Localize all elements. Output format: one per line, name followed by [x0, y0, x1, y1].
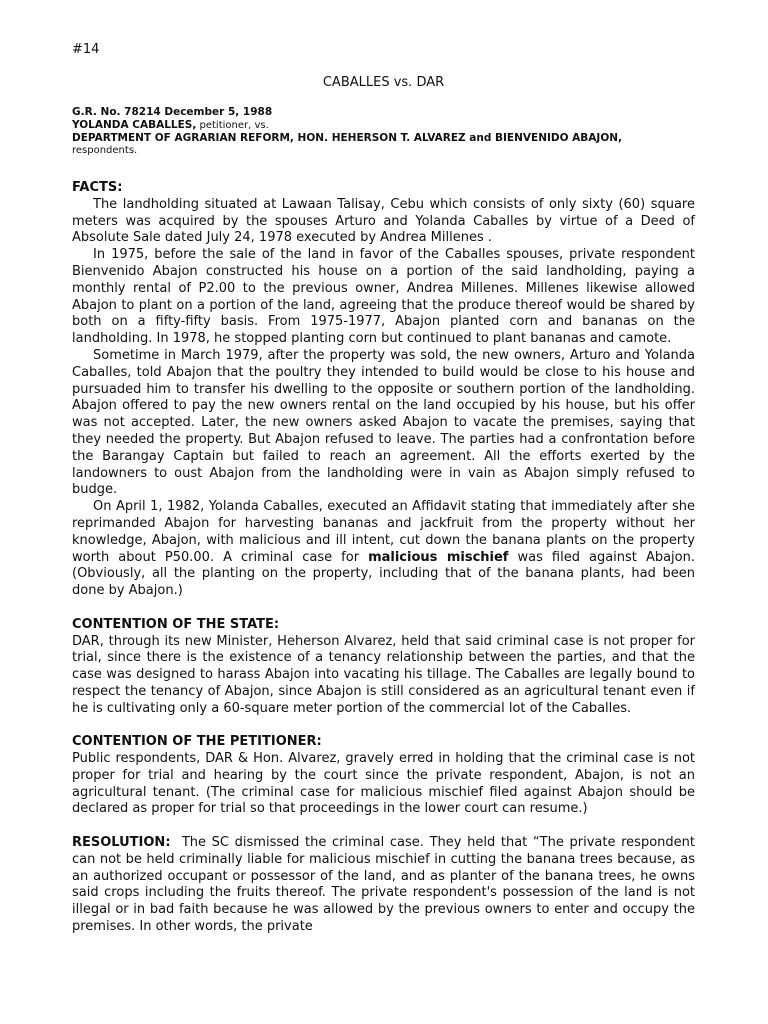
resolution-paragraph: [72, 835, 700, 936]
state-contention-text: DAR, through its new Minister, Heherson Alvarez, held that said criminal case is not proper for trial, since there is the existence of a tenancy relationship between the parties, and that the case was designed to harass Abajon into vacating his tillage. The Caballes are legally bound to respect the tenancy of Abajon, since Abajon is still considered as an agricultural tenant even if he is cultivating only a 60-square meter portion of the commercial lot of the Caballes.: [72, 633, 695, 716]
respondents-label: respondents.: [72, 144, 138, 156]
malicious-mischief-emphasis: malicious mischief: [368, 549, 509, 565]
facts-paragraph-4: On April 1, 1982, Yolanda Caballes, executed an Affidavit stating that immediately after she reprimanded Abajon for harvesting bananas and jackfruit from the property without her knowledge, Abajon, with malicious and ill intent, cut down the banana plants on the property worth about P50.00. A criminal case for malicious mischief was filed against Abajon. (Obviously, all the planting on the property, including that of the banana plants, had been done by Abajon.): [72, 499, 695, 599]
resolution-text: The SC dismissed the criminal case. They held that “The private respondent can not be held criminally liable for malicious mischief in cutting the banana trees because, as an authorized occupant or possessor of the land, and as planter of the banana trees, he owns said crops including the fruits thereof. The private respondent's possession of the land is not illegal or in bad faith because he was allowed by the previous owners to enter and occupy the premises. In other words, the private: [72, 835, 700, 935]
facts-paragraph-3: Sometime in March 1979, after the property was sold, the new owners, Arturo and Yolanda Caballes, told Abajon that the poultry they intended to build would be close to his house and pursuaded him to transfer his dwelling to the opposite or southern portion of the landholding. Abajon offered to pay the new owners rental on the land occupied by his house, but his offer was not accepted. Later, the new owners asked Abajon to vacate the premises, saying that they needed the property. But Abajon refused to leave. The parties had a confrontation before the Barangay Captain but failed to reach an agreement. All the efforts exerted by the landowners to oust Abajon from the landholding were in vain as Abajon simply refused to budge.: [72, 347, 695, 498]
resolution-heading: RESOLUTION:: [72, 835, 171, 851]
document-number: #14: [72, 42, 100, 57]
case-caption: [72, 106, 695, 157]
facts-paragraph-1: The landholding situated at Lawaan Talisay, Cebu which consists of only sixty (60) square meters was acquired by the spouses Arturo and Yolanda Caballes by virtue of a Deed of Absolute Sale dated July 24, 1978 executed by Andrea Millenes .: [72, 196, 695, 246]
facts-heading: FACTS:: [72, 180, 123, 195]
petitioner-contention-text: Public respondents, DAR & Hon. Alvarez, gravely erred in holding that the criminal case is not proper for trial and hearing by the court since the private respondent, Abajon, is not an agricultural tenant. (The criminal case for malicious mischief filed against Abajon should be declared as proper for trial so that proceedings in the lower court can resume.): [72, 751, 695, 817]
gr-number-line: G.R. No. 78214 December 5, 1988: [72, 106, 273, 118]
state-contention-heading: CONTENTION OF THE STATE:: [72, 616, 280, 632]
petitioner-line: YOLANDA CABALLES, petitioner, vs.: [72, 118, 269, 131]
facts-paragraph-2: In 1975, before the sale of the land in favor of the Caballes spouses, private respondent Bienvenido Abajon constructed his house on a portion of the said landholding, paying a monthly rental of P2.00 to the previous owner, Andrea Millenes. Millenes likewise allowed Abajon to plant on a portion of the land, agreeing that the produce thereof would be shared by both on a fifty-fifty basis. From 1975-1977, Abajon planted corn and bananas on the landholding. In 1978, he stopped planting corn but continued to plant bananas and camote.: [72, 247, 695, 347]
petitioner-contention-heading: CONTENTION OF THE PETITIONER:: [72, 734, 322, 750]
case-title: CABALLES vs. DAR: [322, 75, 445, 90]
respondents-line: DEPARTMENT OF AGRARIAN REFORM, HON. HEHERSON T. ALVAREZ and BIENVENIDO ABAJON,: [72, 132, 623, 144]
document-page: [72, 42, 700, 936]
